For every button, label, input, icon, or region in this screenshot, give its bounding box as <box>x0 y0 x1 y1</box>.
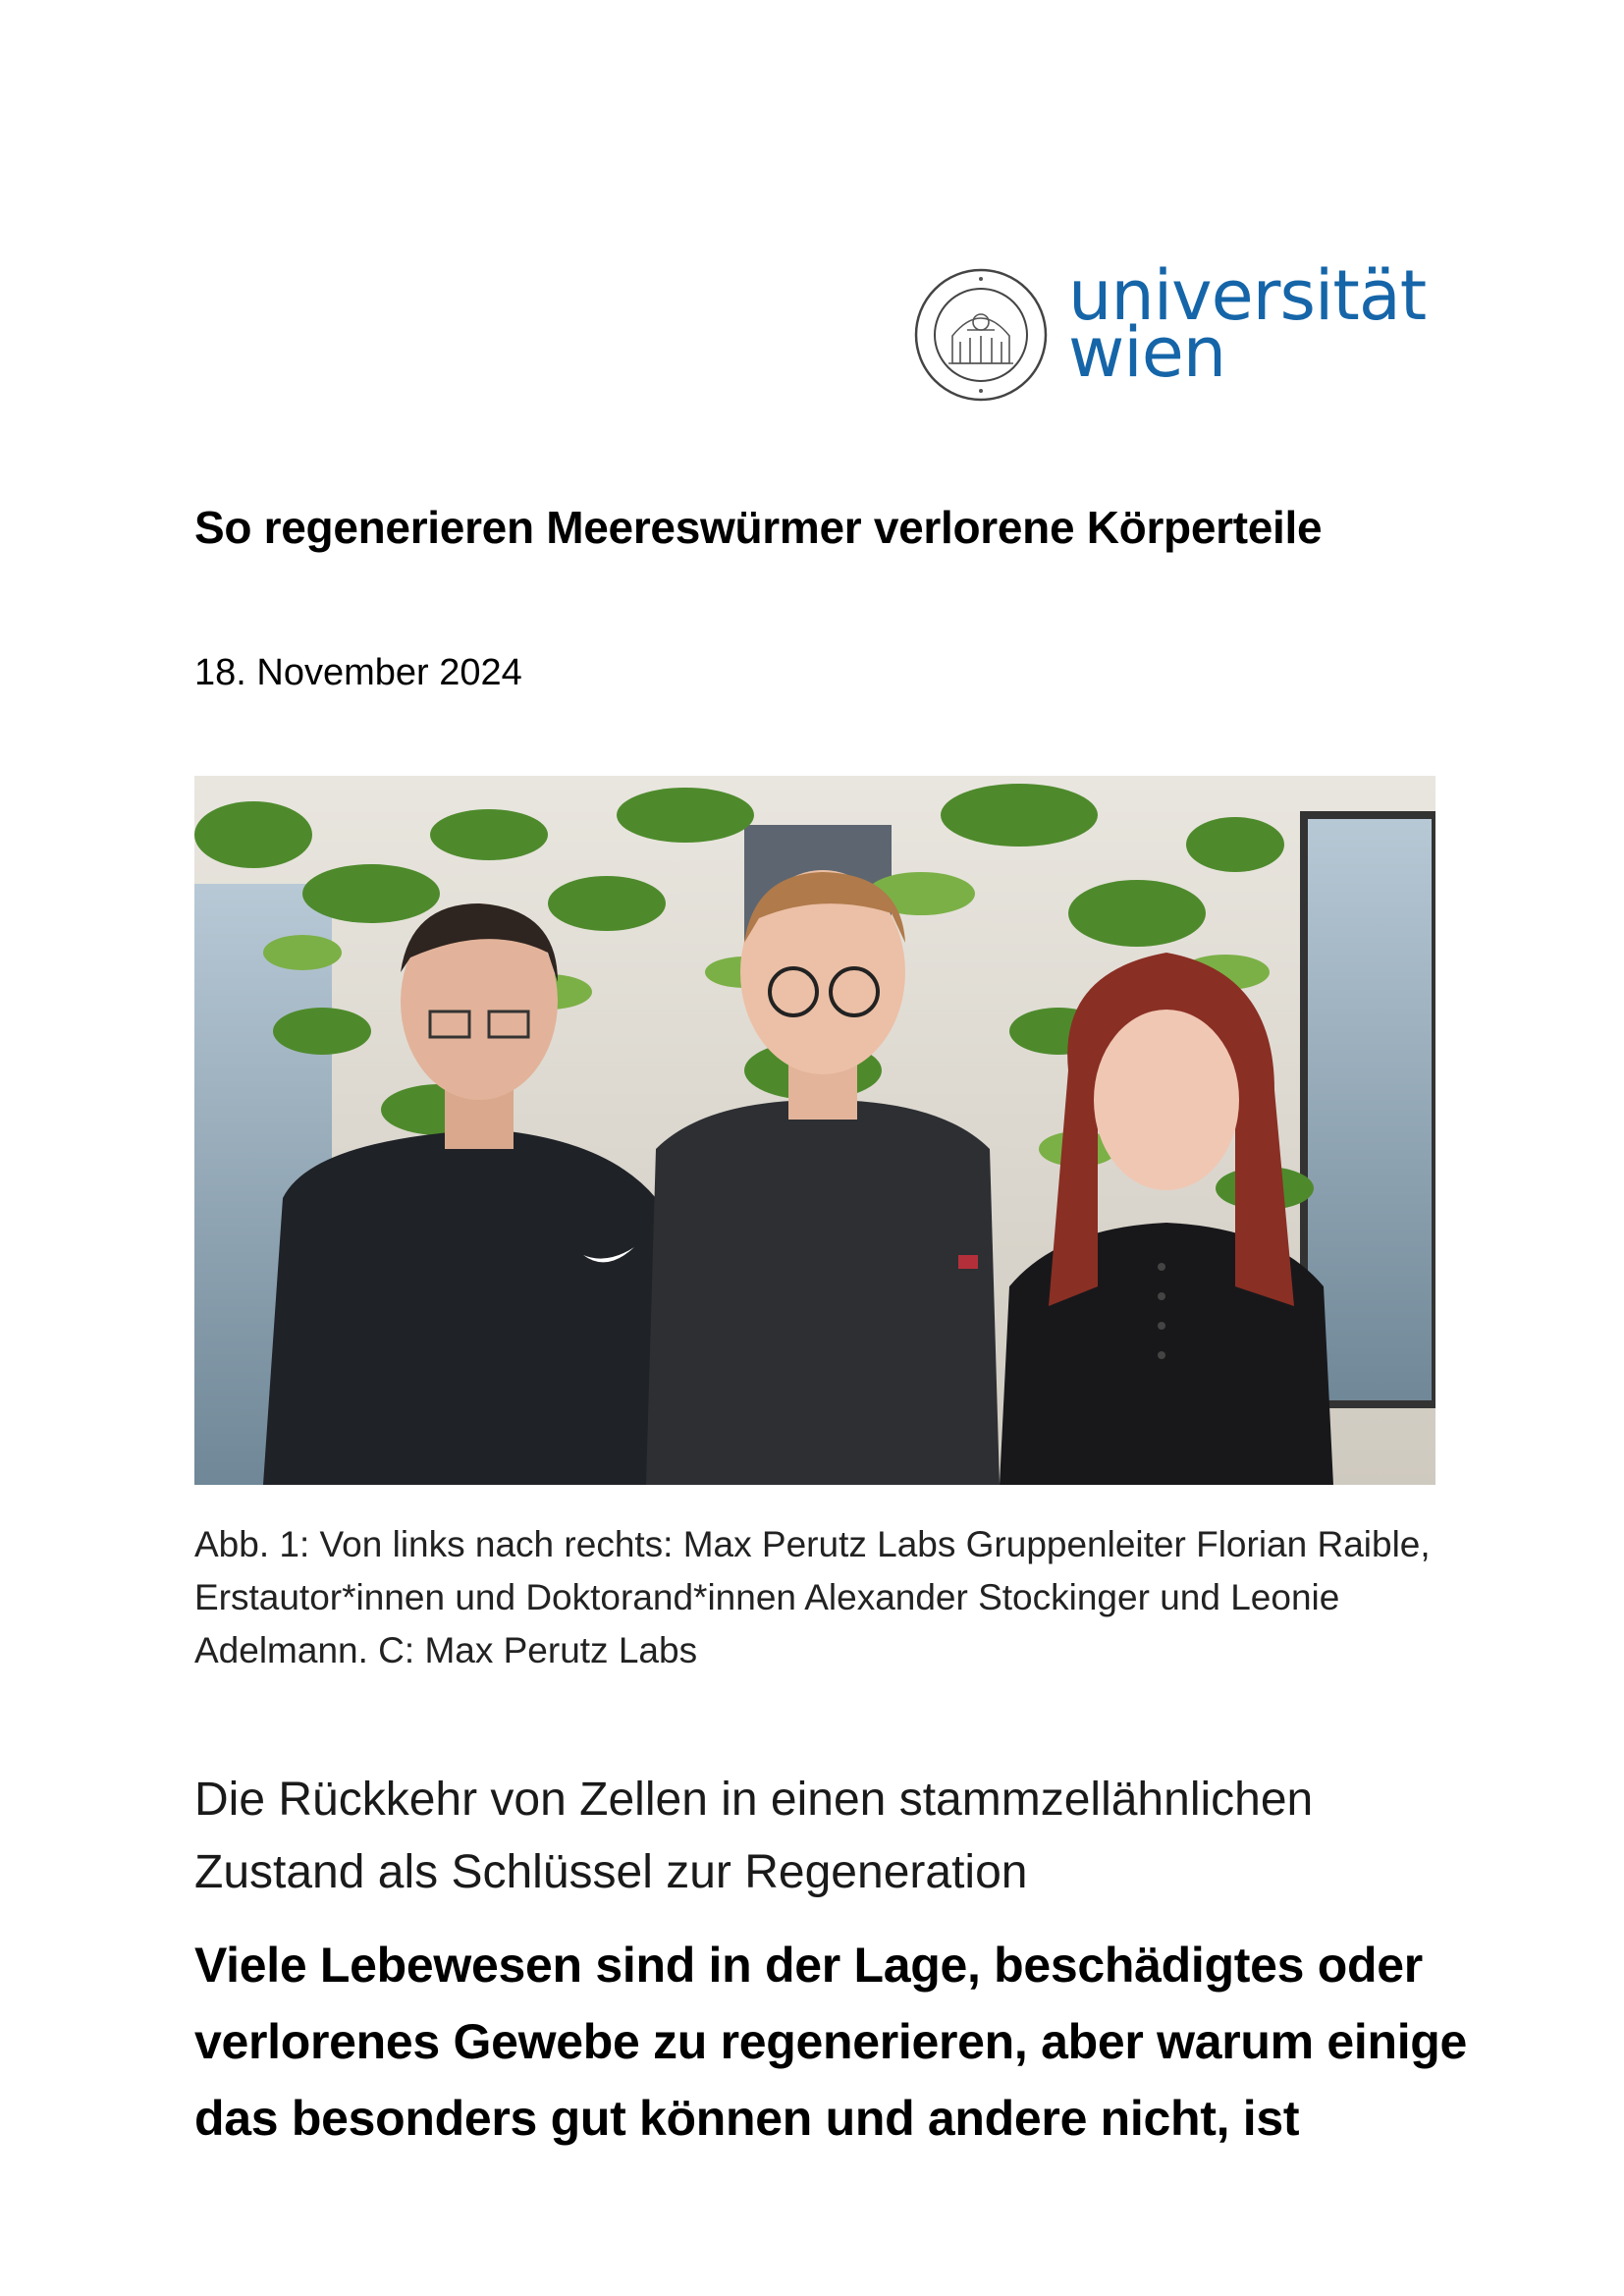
wordmark-line-2: wien <box>1068 312 1226 393</box>
wordmark-line-1: universität <box>1068 255 1427 336</box>
team-photo-image <box>194 776 1435 1485</box>
university-logo <box>913 255 1427 405</box>
team-photo <box>194 776 1435 1485</box>
lead-paragraph: Viele Lebewesen sind in der Lage, beschädigtes oder verlorenes Gewebe zu regenerieren, aber warum einige das besonders gut können und andere nicht, ist <box>194 1938 1468 2146</box>
article-subtitle: Die Rückkehr von Zellen in einen stammzellähnlichen Zustand als Schlüssel zur Regeneration <box>194 1774 1314 1898</box>
photo-caption: Abb. 1: Von links nach rechts: Max Perutz Labs Gruppenleiter Florian Raible, Erstautor*innen und Doktorand*innen Alexander Stockinger und Leonie Adelmann. C: Max Perutz Labs <box>194 1524 1431 1670</box>
publication-date: 18. November 2024 <box>194 652 522 693</box>
university-seal-icon <box>913 267 1049 403</box>
university-wordmark <box>1068 255 1427 393</box>
page-title: So regenerieren Meereswürmer verlorene Körperteile <box>194 502 1323 553</box>
